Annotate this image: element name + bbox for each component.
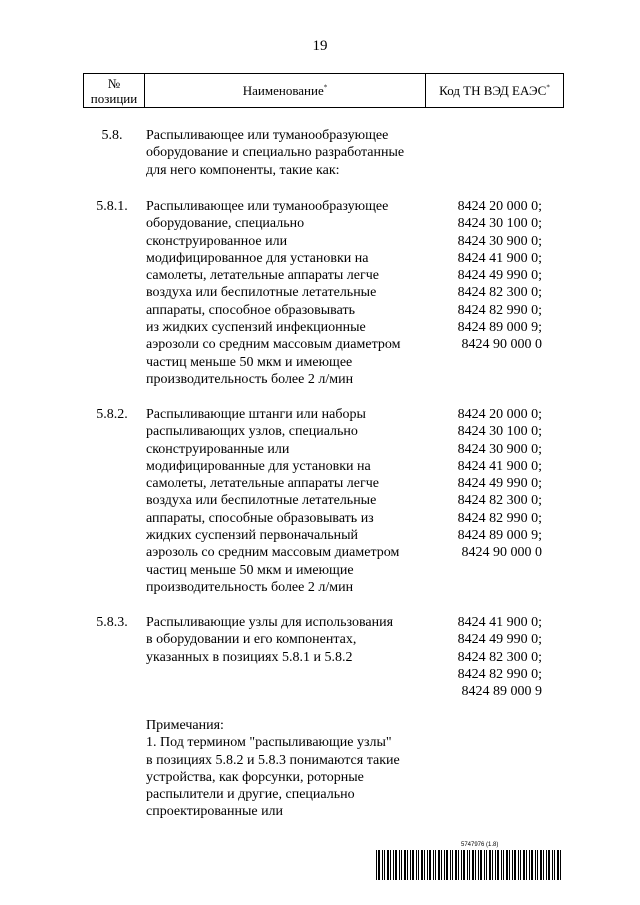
- barcode-bar: [387, 850, 389, 880]
- barcode-bar: [438, 850, 440, 880]
- barcode-bar: [412, 850, 414, 880]
- entry-code: 8424 30 900 0;: [457, 441, 542, 457]
- barcode-bar: [455, 850, 457, 880]
- entry-description-line: аэрозоль со средним массовым диаметром: [146, 545, 400, 561]
- entry-description-line: оборудование и специально разработанные: [146, 145, 405, 161]
- barcode-bar: [452, 850, 453, 880]
- barcode-bar: [429, 850, 431, 880]
- page-number: 19: [312, 38, 328, 54]
- entry-description: [146, 127, 446, 179]
- entry-code: 8424 41 900 0;: [457, 615, 542, 630]
- entry-codes: [448, 406, 542, 562]
- entry-description: [146, 406, 446, 596]
- barcode-bar: [427, 850, 428, 880]
- barcode-bar: [472, 850, 474, 880]
- entry-description-line: аппараты, способные образовывать из: [146, 510, 374, 526]
- barcode-bar: [401, 850, 402, 880]
- barcode-bar: [506, 850, 508, 880]
- note-line: устройства, как форсунки, роторные: [146, 769, 364, 785]
- entry-number: 5.8.1.: [96, 199, 128, 214]
- entry-description-line: для него компоненты, такие как:: [146, 162, 340, 178]
- entry-code: 8424 41 900 0;: [457, 458, 542, 474]
- barcode-bar: [501, 850, 502, 880]
- barcode-bar: [475, 850, 476, 880]
- entry-description-line: модифицированные для установки на: [146, 458, 371, 474]
- barcode-bar: [399, 850, 400, 880]
- barcode-caption: 5747976 (1.8): [461, 842, 499, 848]
- entry-code: 8424 89 000 9: [461, 684, 542, 700]
- entry-code: 8424 49 990 0;: [457, 268, 542, 284]
- entry-description-line: частиц меньше 50 мкм и имеющие: [146, 562, 354, 578]
- entry-code: 8424 89 000 9;: [457, 528, 542, 544]
- entry-description-line: сконструированные или: [146, 441, 290, 457]
- barcode-bar: [557, 850, 559, 880]
- entry-description-line: указанных в позициях 5.8.1 и 5.8.2: [146, 649, 353, 665]
- entry-codes: [448, 198, 542, 354]
- barcode-bar: [444, 850, 445, 880]
- column-header-code-label: Код ТН ВЭД ЕАЭС: [439, 83, 547, 98]
- barcode-bar: [384, 850, 385, 880]
- column-header-name: [145, 74, 426, 108]
- barcode-bar: [467, 850, 468, 880]
- entry-code: 8424 82 990 0;: [457, 666, 542, 682]
- barcode-bar: [543, 850, 544, 880]
- entry-description-line: Распыливающее или туманообразующее: [146, 128, 389, 143]
- table-header: [83, 73, 564, 108]
- entry-code: 8424 82 300 0;: [457, 493, 542, 509]
- barcode-bar: [514, 850, 516, 880]
- entry-code: 8424 90 000 0: [461, 337, 542, 353]
- barcode-bar: [503, 850, 504, 880]
- barcode: [375, 850, 565, 880]
- barcode-bar: [523, 850, 525, 880]
- entry-code: 8424 82 300 0;: [457, 285, 542, 301]
- barcode-bar: [489, 850, 491, 880]
- barcode-bar: [509, 850, 510, 880]
- entry-description-line: аэрозоли со средним массовым диаметром: [146, 337, 401, 353]
- entry-description: [146, 198, 446, 388]
- barcode-bar: [492, 850, 493, 880]
- barcode-bar: [421, 850, 423, 880]
- barcode-bar: [497, 850, 499, 880]
- entry-number: 5.8.2.: [96, 407, 128, 422]
- entry-code: 8424 49 990 0;: [457, 632, 542, 648]
- barcode-bar: [382, 850, 383, 880]
- entry-description-line: самолеты, летательные аппараты легче: [146, 476, 379, 492]
- entry-description-line: аппараты, способное образовывать: [146, 302, 355, 318]
- barcode-bar: [484, 850, 485, 880]
- column-header-position-label: позиции: [90, 90, 138, 106]
- entry-code: 8424 89 000 9;: [457, 320, 542, 336]
- barcode-bar: [461, 850, 462, 880]
- entry-description-line: сконструированное или: [146, 233, 288, 249]
- barcode-bar: [416, 850, 417, 880]
- barcode-bar: [531, 850, 533, 880]
- column-header-position: [84, 74, 145, 108]
- entry-description-line: частиц меньше 50 мкм и имеющее: [146, 354, 353, 370]
- barcode-bar: [480, 850, 482, 880]
- barcode-bar: [554, 850, 555, 880]
- barcode-bar: [390, 850, 391, 880]
- entry-description-line: производительность более 2 л/мин: [146, 579, 354, 595]
- barcode-bar: [410, 850, 411, 880]
- column-header-name-label: Наименование: [242, 83, 324, 98]
- barcode-bar: [376, 850, 377, 880]
- note-line: в позициях 5.8.2 и 5.8.3 понимаются такие: [146, 752, 400, 768]
- barcode-bar: [446, 850, 448, 880]
- barcode-bar: [433, 850, 434, 880]
- entry-number: 5.8.3.: [96, 615, 128, 630]
- barcode-bar: [469, 850, 470, 880]
- entry-description-line: из жидких суспензий инфекционные: [146, 320, 366, 336]
- entry-description-line: Распыливающие узлы для использования: [146, 615, 394, 630]
- barcode-bar: [486, 850, 487, 880]
- entry-code: 8424 49 990 0;: [457, 476, 542, 492]
- footnote-mark: *: [323, 83, 328, 92]
- notes-title: Примечания:: [146, 718, 224, 733]
- entry-description-line: Распыливающие штанги или наборы: [146, 407, 366, 422]
- entry-code: 8424 82 300 0;: [457, 649, 542, 665]
- barcode-bar: [478, 850, 479, 880]
- entry-description-line: производительность более 2 л/мин: [146, 371, 354, 387]
- note-line: распылители и другие, специально: [146, 787, 355, 803]
- entry-description-line: оборудование, специально: [146, 216, 305, 232]
- entry-code: 8424 20 000 0;: [457, 199, 542, 214]
- barcode-bar: [378, 850, 380, 880]
- entry-code: 8424 30 100 0;: [457, 424, 542, 440]
- entry-description-line: воздуха или беспилотные летательные: [146, 493, 377, 509]
- entry-description-line: воздуха или беспилотные летательные: [146, 285, 377, 301]
- barcode-bar: [529, 850, 530, 880]
- entry-code: 8424 41 900 0;: [457, 250, 542, 266]
- notes: [146, 717, 446, 821]
- footnote-mark: *: [546, 83, 550, 92]
- barcode-bar: [424, 850, 425, 880]
- barcode-bar: [560, 850, 561, 880]
- barcode-bar: [395, 850, 397, 880]
- entry-description-line: Распыливающее или туманообразующее: [146, 199, 389, 214]
- barcode-bar: [407, 850, 408, 880]
- barcode-bar: [463, 850, 465, 880]
- barcode-bar: [552, 850, 553, 880]
- barcode-bar: [512, 850, 513, 880]
- barcode-bar: [418, 850, 419, 880]
- note-line: 1. Под термином "распыливающие узлы": [146, 735, 392, 751]
- barcode-bar: [495, 850, 496, 880]
- entry-description-line: модифицированное для установки на: [146, 250, 369, 266]
- barcode-bar: [518, 850, 519, 880]
- entry-description-line: самолеты, летательные аппараты легче: [146, 268, 379, 284]
- column-header-code: [426, 74, 564, 108]
- barcode-bar: [535, 850, 536, 880]
- barcode-bar: [526, 850, 527, 880]
- entry-description-line: распыливающих узлов, специально: [146, 424, 358, 440]
- barcode-bar: [435, 850, 436, 880]
- entry-description: [146, 614, 446, 666]
- barcode-bar: [546, 850, 547, 880]
- entry-code: 8424 82 990 0;: [457, 510, 542, 526]
- entry-code: 8424 20 000 0;: [457, 407, 542, 422]
- barcode-bar: [458, 850, 459, 880]
- barcode-bar: [441, 850, 442, 880]
- barcode-bar: [537, 850, 538, 880]
- barcode-bar: [393, 850, 394, 880]
- note-line: спроектированные или: [146, 804, 284, 820]
- barcode-bar: [520, 850, 521, 880]
- entry-code: 8424 30 100 0;: [457, 216, 542, 232]
- entry-description-line: в оборудовании и его компонентах,: [146, 632, 357, 648]
- entry-code: 8424 90 000 0: [461, 545, 542, 561]
- barcode-bar: [404, 850, 406, 880]
- entry-number: 5.8.: [101, 128, 123, 143]
- barcode-bar: [450, 850, 451, 880]
- barcode-bar: [548, 850, 550, 880]
- entry-description-line: жидких суспензий первоначальный: [146, 528, 359, 544]
- column-header-position-symbol: №: [107, 75, 121, 91]
- barcode-bar: [540, 850, 542, 880]
- entry-codes: [448, 614, 542, 700]
- entry-code: 8424 30 900 0;: [457, 233, 542, 249]
- entry-code: 8424 82 990 0;: [457, 302, 542, 318]
